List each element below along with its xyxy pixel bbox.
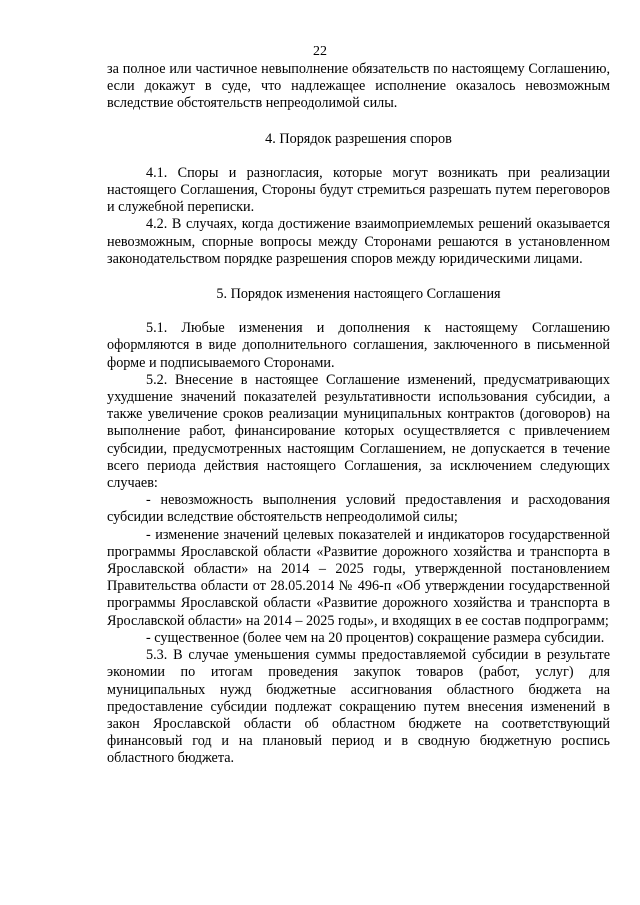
list-item-subsidy-reduction: - существенное (более чем на 20 процентов) сокращение размера субсидии.: [146, 629, 605, 646]
paragraph-4-2: 4.2. В случаях, когда достижение взаимоприемлемых решений оказывается невозможным, спорные вопросы между Сторонами решаются в установленном законодательством порядке разрешения споров между юридическими лицами.: [107, 216, 610, 267]
paragraph-5-3: 5.3. В случае уменьшения суммы предоставляемой субсидии в результате экономии по итогам проведения закупок товаров (работ, услуг) для муниципальных нужд бюджетные ассигнования областного бюджета на предоставление субсидии подлежат сокращению путем внесения изменений в закон Ярославской области об областном бюджете на соответствующий финансовый год и на плановый период и в сводную бюджетную роспись областного бюджета.: [107, 647, 610, 767]
section-heading-amendments: 5. Порядок изменения настоящего Соглашения: [216, 286, 501, 303]
paragraph-liability-continuation: за полное или частичное невыполнение обязательств по настоящему Соглашению, если докажут в суде, что надлежащее исполнение оказалось невозможным вследствие обстоятельств непреодолимой силы.: [107, 61, 610, 112]
list-item-force-majeure: - невозможность выполнения условий предоставления и расходования субсидии вследствие обстоятельств непреодолимой силы;: [107, 492, 610, 526]
document-body: [107, 61, 610, 768]
section-heading-disputes: 4. Порядок разрешения споров: [265, 130, 452, 147]
page-number: 22: [313, 44, 327, 59]
paragraph-5-2: 5.2. Внесение в настоящее Соглашение изменений, предусматривающих ухудшение значений показателей результативности использования субсидии, а также увеличение сроков реализации муниципальных контрактов (договоров) на выполнение работ, финансирование которых осуществляется с привлечением субсидии, предусмотренных настоящим Соглашением, не допускается в течение всего периода действия настоящего Соглашения, за исключением следующих случаев:: [107, 371, 610, 492]
paragraph-5-1: 5.1. Любые изменения и дополнения к настоящему Соглашению оформляются в виде дополнительного соглашения, заключенного в письменной форме и подписываемого Сторонами.: [107, 320, 610, 371]
list-item-program-indicators: - изменение значений целевых показателей и индикаторов государственной программы Ярославской области «Развитие дорожного хозяйства и транспорта в Ярославской области» на 2014 – 2025 годы, утвержденной постановлением Правительства области от 28.05.2014 № 496-п «Об утверждении государственной программы Ярославской области «Развитие дорожного хозяйства и транспорта в Ярославской области» на 2014 – 2025 годы», и входящих в ее состав подпрограмм;: [107, 526, 610, 629]
paragraph-4-1: 4.1. Споры и разногласия, которые могут возникать при реализации настоящего Соглашения, Стороны будут стремиться разрешать путем переговоров и служебной переписки.: [107, 164, 610, 216]
